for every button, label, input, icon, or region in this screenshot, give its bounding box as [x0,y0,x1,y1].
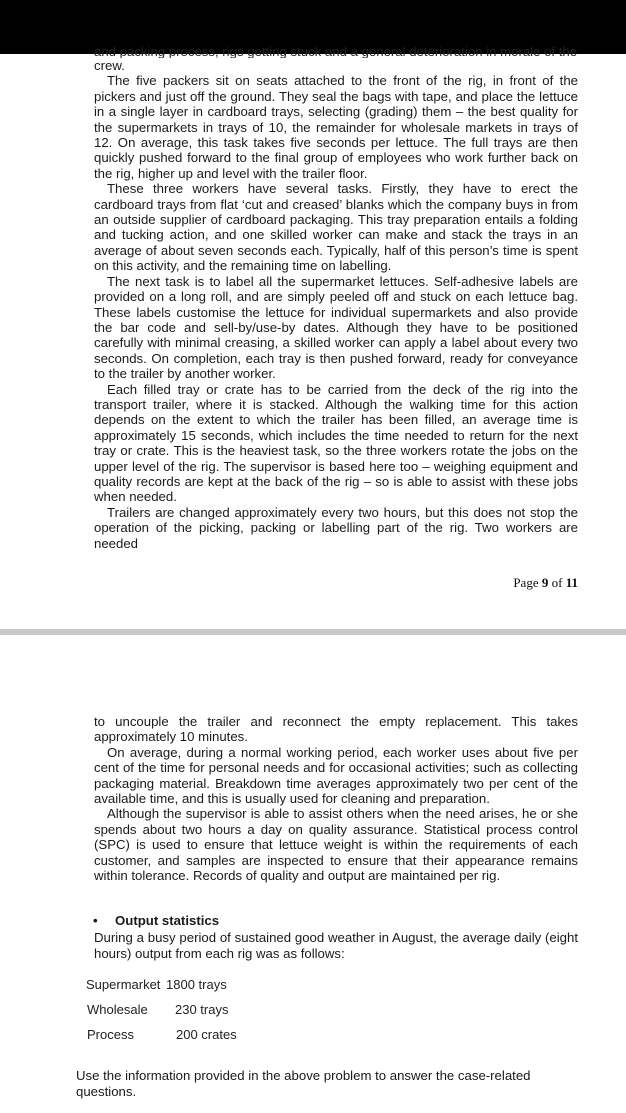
page-number-of: of [551,575,563,590]
page-9-body [94,58,578,551]
bullet-dot-icon: • [93,913,98,928]
paragraph-packers: The five packers sit on seats attached to the front of the rig, in front of the pickers and just off the ground. They seal the bags with tape, and place the lettuce in a single layer in cardboard trays, selecting (grading) them – the best quality for the supermarkets in trays of 10, the remainder for wholesale markets in trays of 12. On average, this task takes five seconds per lettuce. The full trays are then quickly pushed forward to the final group of employees who work further back on the rig, higher up and level with the trailer floor. [94,73,578,181]
row-label: Process [87,1027,134,1042]
page-number [513,575,578,591]
row-label: Wholesale [87,1002,148,1017]
row-label: Supermarket [86,977,161,992]
page-10-body [94,714,578,883]
output-statistics-section [94,913,578,961]
paragraph-personal-needs: On average, during a normal working period, each worker uses about five per cent of the time for personal needs and for occasional activities; such as collecting packaging material. Breakdown time averages approximately two per cent of the available time, and this is usually used for cleaning and preparation. [94,744,578,807]
paragraph-crew: crew. [94,58,125,73]
page-number-current: 9 [541,575,549,590]
paragraph-three-workers: These three workers have several tasks. Firstly, they have to erect the cardboard trays from flat ‘cut and creased’ blanks which the company buys in from an outside supplier of cardboard packaging. This tray preparation entails a folding and tucking action, and one skilled worker can make and stack the trays in an average of about seven seconds each. Typically, half of this person’s time is spent on this activity, and the remaining time on labelling. [94,181,578,274]
closing-instruction: Use the information provided in the above problem to answer the case-related questions. [76,1068,531,1099]
paragraph-trailer-change: Trailers are changed approximately every two hours, but this does not stop the operation of the picking, packing or labelling part of the rig. Two workers are needed [94,504,578,551]
row-value: 1800 trays [166,977,227,992]
section-heading [94,913,578,928]
paragraph-quality-assurance: Although the supervisor is able to assist others when the need arises, he or she spends about two hours a day on quality assurance. Statistical process control (SPC) is used to ensure that lettuce weight is within the requirements of each customer, and samples are inspected to ensure that their appearance remains within tolerance. Records of quality and output are maintained per rig. [94,806,578,884]
section-body: During a busy period of sustained good weather in August, the average daily (eight hours) output from each rig was as follows: [94,930,578,961]
paragraph-trailer-transport: Each filled tray or crate has to be carried from the deck of the rig into the transport trailer, where it is stacked. Although the walking time for this action depends on the extent to which the trailer has been filled, an average time is approximately 15 seconds, which includes the time needed to return for the next tray or crate. This is the heaviest task, so the three workers rotate the jobs on the upper level of the rig. The supervisor is based here too – weighing equipment and quality records are kept at the back of the rig – so is able to assist with these jobs when needed. [94,381,578,505]
page-divider [0,629,626,635]
row-value: 230 trays [175,1002,229,1017]
paragraph-uncouple: to uncouple the trailer and reconnect the empty replacement. This takes approximately 10 minutes. [94,714,578,745]
page-number-prefix: Page [513,575,539,590]
section-title: Output statistics [115,913,220,928]
clipped-text: and packing process, rigs getting stuck and a general deterioration in morale of the [94,44,578,58]
row-value: 200 crates [176,1027,237,1042]
clipped-text-line [94,42,578,58]
page-number-total: 11 [565,575,578,590]
paragraph-labelling: The next task is to label all the supermarket lettuces. Self-adhesive labels are provided on a long roll, and are simply peeled off and stuck on each lettuce bag. These labels customise the lettuce for individual supermarkets and also provide the bar code and sell-by/use-by dates. Although they have to be positioned carefully with minimal creasing, a skilled worker can apply a label about every two seconds. On completion, each tray is then pushed forward, ready for conveyance to the trailer by another worker. [94,273,578,382]
